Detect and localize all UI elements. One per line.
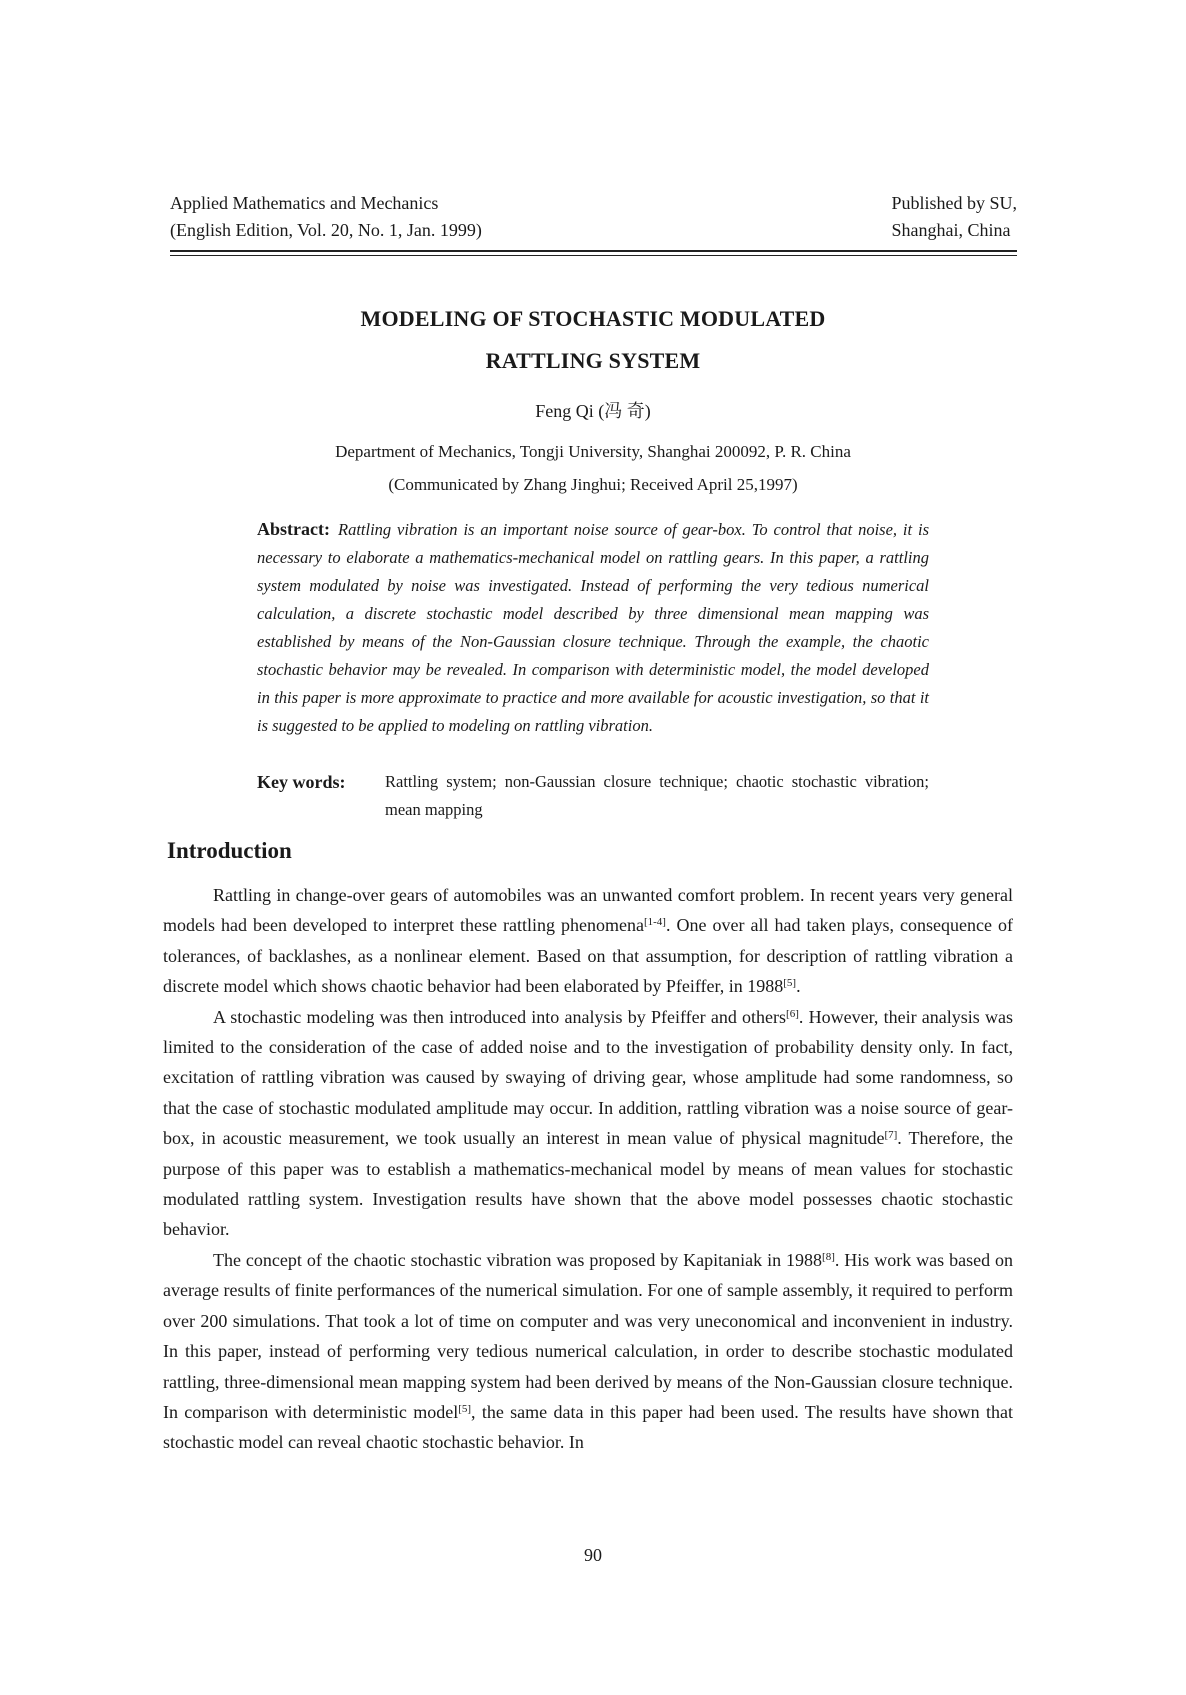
paragraph-text: . However, their analysis was limited to the consideration of the case of added noise and to the investigation of probability density only. In fact, excitation of rattling vibration was caused by swaying of driving gear, whose amplitude had some randomness, so that the case of stochastic modulated amplitude may occur. In addition, rattling vibration was a noise source of gear-box, in acoustic measurement, we took usually an interest in mean value of physical magnitude	[163, 1006, 1013, 1149]
publisher-location: Shanghai, China	[891, 220, 1011, 240]
paragraph-text: . One over all had taken plays, consequence of tolerances, of backlashes, as a nonlinear element. Based on that assumption, for description of rattling vibration a discrete model which shows chaotic behavior had been elaborated by Pfeiffer, in 1988	[163, 915, 1013, 997]
paragraph-2	[163, 1002, 1013, 1245]
author-affiliation: Department of Mechanics, Tongji University, Shanghai 200092, P. R. China	[335, 442, 851, 461]
header-rule-thin	[170, 255, 1017, 256]
communication-note: (Communicated by Zhang Jinghui; Received April 25,1997)	[388, 475, 798, 494]
introduction-body	[163, 880, 1013, 1458]
paper-title-line1: MODELING OF STOCHASTIC MODULATED	[360, 306, 826, 331]
publisher-info	[891, 190, 1017, 244]
citation-ref: [7]	[884, 1129, 898, 1142]
section-heading-introduction: Introduction	[167, 838, 292, 863]
journal-issue: (English Edition, Vol. 20, No. 1, Jan. 1999)	[170, 220, 482, 240]
journal-name: Applied Mathematics and Mechanics	[170, 193, 439, 213]
citation-ref: [6]	[786, 1007, 799, 1020]
citation-ref: [5]	[783, 977, 797, 990]
citation-ref: [8]	[822, 1250, 835, 1263]
citation-ref: [5]	[458, 1402, 472, 1415]
paragraph-text: A stochastic modeling was then introduced into analysis by Pfeiffer and others	[213, 1006, 787, 1027]
paragraph-text: Rattling in change-over gears of automobiles was an unwanted comfort problem. In recent years very general models had been developed to interpret these rattling phenomena	[163, 885, 1013, 936]
paragraph-text: The concept of the chaotic stochastic vibration was proposed by Kapitaniak in 1988	[213, 1249, 823, 1270]
author-name: Feng Qi (冯 奇)	[535, 401, 651, 421]
abstract-text: Rattling vibration is an important noise source of gear-box. To control that noise, it is necessary to elaborate a mathematics-mechanical model on rattling gears. In this paper, a rattling system modulated by noise was investigated. Instead of performing the very tedious numerical calculation, a discrete stochastic model described by three dimensional mean mapping was established by means of the Non-Gaussian closure technique. Through the example, the chaotic stochastic behavior may be revealed. In comparison with deterministic model, the model developed in this paper is more approximate to practice and more available for acoustic investigation, so that it is suggested to be applied to modeling on rattling vibration.	[257, 520, 929, 735]
header-rule-thick	[170, 250, 1017, 252]
running-header	[170, 190, 1017, 250]
abstract-block	[257, 515, 929, 740]
citation-ref: [1-4]	[643, 916, 666, 929]
publisher-name: Published by SU,	[891, 193, 1017, 213]
paper-title-line2: RATTLING SYSTEM	[485, 348, 701, 373]
page-number: 90	[584, 1545, 602, 1565]
paragraph-text: . Therefore, the purpose of this paper was to establish a mathematics-mechanical model by means of mean values for stochastic modulated rattling system. Investigation results have shown that the above model possesses chaotic stochastic behavior.	[163, 1128, 1013, 1240]
paragraph-3	[163, 1245, 1013, 1458]
paragraph-text: . His work was based on average results of finite performances of the numerical simulation. For one of sample assembly, it required to perform over 200 simulations. That took a lot of time on computer and was very uneconomical and inconvenient in industry. In this paper, instead of performing very tedious numerical calculation, in order to describe stochastic modulated rattling, three-dimensional mean mapping system had been derived by means of the Non-Gaussian closure technique. In comparison with deterministic model	[163, 1249, 1013, 1422]
keywords-label: Key words:	[257, 772, 346, 792]
paragraph-1	[163, 880, 1013, 1002]
paragraph-text: , the same data in this paper had been used. The results have shown that stochastic model can reveal chaotic stochastic behavior. In	[163, 1401, 1013, 1453]
paragraph-text: .	[796, 976, 801, 997]
abstract-label: Abstract:	[257, 519, 330, 539]
journal-citation	[170, 190, 482, 244]
keywords-text: Rattling system; non-Gaussian closure technique; chaotic stochastic vibration; mean mapping	[385, 772, 929, 819]
